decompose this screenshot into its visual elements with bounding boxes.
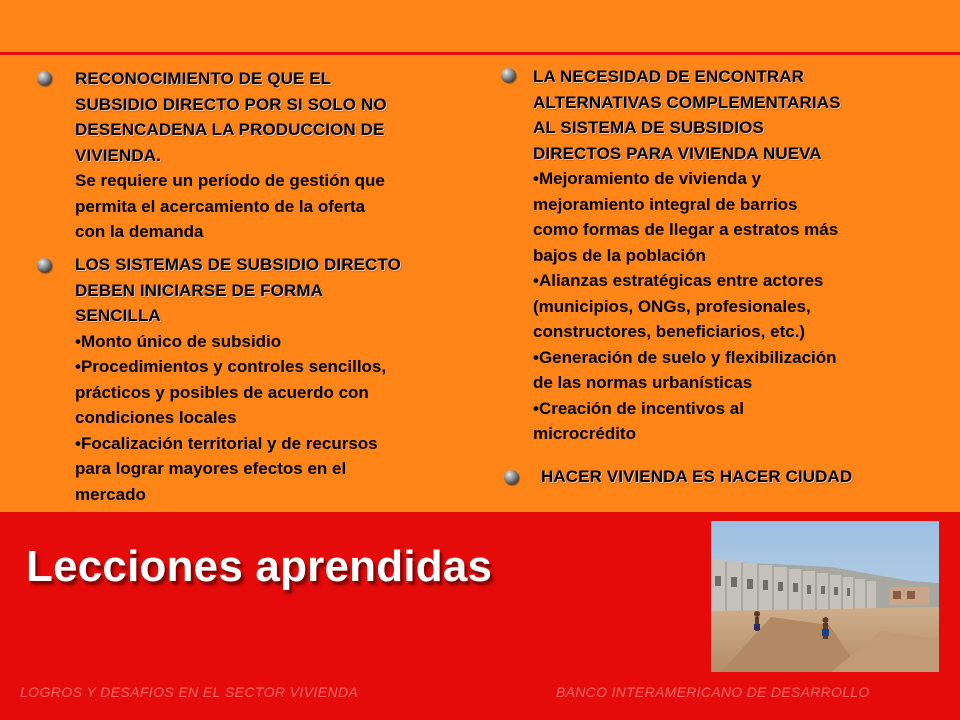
heading-line: ALTERNATIVAS COMPLEMENTARIAS bbox=[533, 92, 841, 112]
list-item-line: para lograr mayores efectos en el bbox=[75, 459, 347, 478]
left-block-2 bbox=[75, 252, 495, 507]
list-item bbox=[533, 345, 943, 396]
list-item-line: • Focalización territorial y de recursos bbox=[75, 431, 495, 457]
right-block-2-heading: HACER VIVIENDA ES HACER CIUDAD bbox=[541, 467, 853, 486]
left-block-1 bbox=[75, 66, 475, 245]
heading-line: LA NECESIDAD DE ENCONTRAR bbox=[533, 67, 805, 86]
body-line: permita el acercamiento de la oferta bbox=[75, 196, 366, 216]
list-item bbox=[533, 166, 943, 268]
list-item bbox=[75, 354, 495, 431]
list-item-line: bajos de la población bbox=[533, 245, 706, 265]
body-line: con la demanda bbox=[75, 222, 204, 241]
body-line: Se requiere un período de gestión que bbox=[75, 171, 385, 190]
heading-line: DEBEN INICIARSE DE FORMA bbox=[75, 280, 323, 300]
footer-left-text: LOGROS Y DESAFIOS EN EL SECTOR VIVIENDA bbox=[20, 684, 359, 700]
list-item-line: como formas de llegar a estratos más bbox=[533, 220, 839, 239]
header-divider bbox=[0, 52, 960, 55]
heading-line: VIVIENDA. bbox=[75, 145, 161, 165]
list-item-line: prácticos y posibles de acuerdo con bbox=[75, 382, 369, 402]
list-item bbox=[75, 329, 495, 355]
heading-line: SUBSIDIO DIRECTO POR SI SOLO NO bbox=[75, 94, 387, 114]
right-block-1-heading bbox=[533, 64, 943, 166]
list-item-line: mercado bbox=[75, 484, 146, 504]
footer-right-text: BANCO INTERAMERICANO DE DESARROLLO bbox=[556, 684, 870, 700]
list-item-line: constructores, beneficiarios, etc.) bbox=[533, 322, 806, 341]
list-item-line: mejoramiento integral de barrios bbox=[533, 194, 798, 214]
heading-line: AL SISTEMA DE SUBSIDIOS bbox=[533, 118, 764, 137]
heading-line: RECONOCIMIENTO DE QUE EL bbox=[75, 69, 332, 88]
left-block-2-heading bbox=[75, 252, 495, 329]
sphere-bullet-icon bbox=[37, 71, 52, 86]
sphere-bullet-icon bbox=[37, 258, 52, 273]
list-item-line: • Generación de suelo y flexibilización bbox=[533, 345, 943, 371]
heading-line: DESENCADENA LA PRODUCCION DE bbox=[75, 120, 385, 139]
right-block-1 bbox=[533, 64, 943, 447]
sphere-bullet-icon bbox=[504, 470, 519, 485]
sphere-bullet-icon bbox=[501, 68, 516, 83]
list-item bbox=[75, 431, 495, 508]
list-item bbox=[533, 268, 943, 345]
list-item-line: condiciones locales bbox=[75, 408, 237, 427]
list-item-line: microcrédito bbox=[533, 424, 636, 443]
slide-title: Lecciones aprendidas bbox=[26, 542, 493, 591]
heading-line: DIRECTOS PARA VIVIENDA NUEVA bbox=[533, 143, 822, 163]
list-item-line: • Alianzas estratégicas entre actores bbox=[533, 268, 943, 294]
heading-line: SENCILLA bbox=[75, 306, 161, 325]
list-item bbox=[533, 396, 943, 447]
list-item-line: • Mejoramiento de vivienda y bbox=[533, 166, 943, 192]
list-item-line: • Monto único de subsidio bbox=[75, 329, 495, 355]
list-item-line: • Creación de incentivos al bbox=[533, 396, 943, 422]
left-block-1-heading bbox=[75, 66, 475, 168]
construction-site-photo bbox=[711, 521, 939, 672]
list-item-line: de las normas urbanísticas bbox=[533, 373, 753, 392]
list-item-line: • Procedimientos y controles sencillos, bbox=[75, 354, 495, 380]
list-item-line: (municipios, ONGs, profesionales, bbox=[533, 296, 811, 316]
heading-line: LOS SISTEMAS DE SUBSIDIO DIRECTO bbox=[75, 255, 401, 274]
